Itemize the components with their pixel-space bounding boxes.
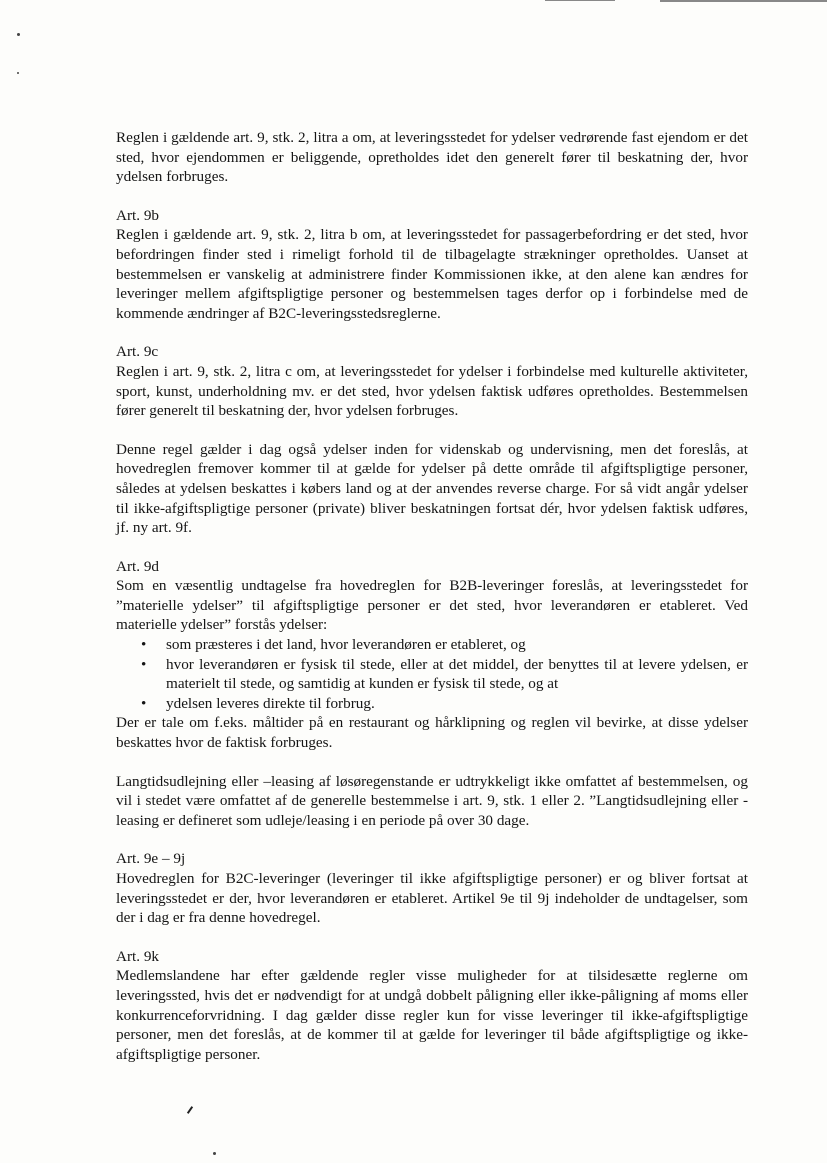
paragraph-art-9d-after: Der er tale om f.eks. måltider på en restaurant og hårklipning og reglen vil bevirke, at disse ydelser beskattes hvor de faktisk forbruges.	[116, 714, 748, 752]
section-art-9b	[116, 206, 748, 324]
section-art-9k	[116, 947, 748, 1065]
scan-speck	[213, 1152, 216, 1155]
scan-speck	[17, 72, 19, 74]
scan-artifact-line	[660, 0, 827, 2]
section-art-9c	[116, 342, 748, 420]
heading-art-9e-9j: Art. 9e – 9j	[116, 850, 186, 868]
section-art-9e-9j	[116, 849, 748, 927]
list-item: • ydelsen leveres direkte til forbrug.	[116, 694, 748, 714]
list-item: • hvor leverandøren er fysisk til stede, eller at det middel, der benyttes til at levere ydelsen, er materielt til stede, og samtidig at kunden er fysisk til stede, og at	[116, 655, 748, 694]
paragraph-art-9k: Medlemslandene har efter gældende regler visse muligheder for at tilsidesætte reglerne om leveringssted, hvis det er nødvendigt for at undgå dobbelt påligning eller ikke-påligning af moms eller konkurrenceforvridning. I dag gælder disse regler kun for visse leveringer til ikke-afgiftspligtige personer, men det foreslås, at de kommer til at gælde for leveringer til både afgiftspligtige og ikke-afgiftspligtige personer.	[116, 967, 748, 1063]
paragraph-intro: Reglen i gældende art. 9, stk. 2, litra a om, at leveringsstedet for ydelser vedrørende fast ejendom er det sted, hvor ejendommen er beliggende, opretholdes idet den generelt fører til beskatning der, hvor ydelsen forbruges.	[116, 129, 748, 186]
scan-pen-mark	[187, 1106, 193, 1114]
heading-art-9d: Art. 9d	[116, 557, 160, 575]
list-item: • som præsteres i det land, hvor leverandøren er etableret, og	[116, 635, 748, 655]
heading-art-9b: Art. 9b	[116, 206, 160, 224]
heading-art-9k: Art. 9k	[116, 947, 160, 965]
paragraph-art-9c: Reglen i art. 9, stk. 2, litra c om, at leveringsstedet for ydelser i forbindelse med kulturelle aktiviteter, sport, kunst, underholdning mv. er det sted, hvor ydelsen faktisk udføres opretholdes. Bestemmelsen fører generelt til beskatning der, hvor ydelsen forbruges.	[116, 362, 748, 420]
paragraph-art-9c-continued: Denne regel gælder i dag også ydelser inden for videnskab og undervisning, men det foreslås, at hovedreglen fremover kommer til at gælde for ydelser på dette område til afgiftspligtige personer, således at ydelsen beskattes i købers land og at der anvendes reverse charge. For så vidt angår ydelser til ikke-afgiftspligtige personer (private) bliver beskatningen fortsat dér, hvor ydelsen faktisk udføres, jf. ny art. 9f.	[116, 440, 748, 537]
scan-speck	[17, 33, 20, 36]
paragraph-art-9b: Reglen i gældende art. 9, stk. 2, litra b om, at leveringsstedet for passagerbefordring er det sted, hvor befordringen finder sted i rimeligt forhold til de tilbagelagte strækninger opretholdes. Uanset at bestemmelsen er vanskelig at administrere finder Kommissionen ikke, at den alene kan ændres for leveringer mellem afgiftspligtige personer og bestemmelsen tages derfor op i forbindelse med de kommende ændringer af B2C-leveringsstedsreglerne.	[116, 226, 748, 322]
scan-artifact-line	[545, 0, 615, 1]
paragraph-leasing: Langtidsudlejning eller –leasing af løsøregenstande er udtrykkeligt ikke omfattet af bestemmelsen, og vil i stedet være omfattet af de generelle bestemmelse i art. 9, stk. 1 eller 2. ”Langtidsudlejning eller -leasing er defineret som udleje/leasing i en periode på over 30 dage.	[116, 772, 748, 829]
paragraph-art-9e-9j: Hovedreglen for B2C-leveringer (leveringer til ikke afgiftspligtige personer) er og bliver fortsat at leveringsstedet er der, hvor leverandøren er etableret. Artikel 9e til 9j indeholder de undtagelser, som der i dag er fra denne hovedregel.	[116, 870, 748, 927]
section-art-9d	[116, 557, 748, 753]
bullet-list-art-9d	[116, 635, 748, 713]
paragraph-art-9d: Som en væsentlig undtagelse fra hovedreglen for B2B-leveringer foreslås, at leveringsstedet for ”materielle ydelser” til afgiftspligtige personer er det sted, hvor leverandøren er etableret. Ved materielle ydelser” forstås ydelser:	[116, 577, 748, 634]
heading-art-9c: Art. 9c	[116, 343, 159, 361]
document-body	[116, 128, 748, 1083]
